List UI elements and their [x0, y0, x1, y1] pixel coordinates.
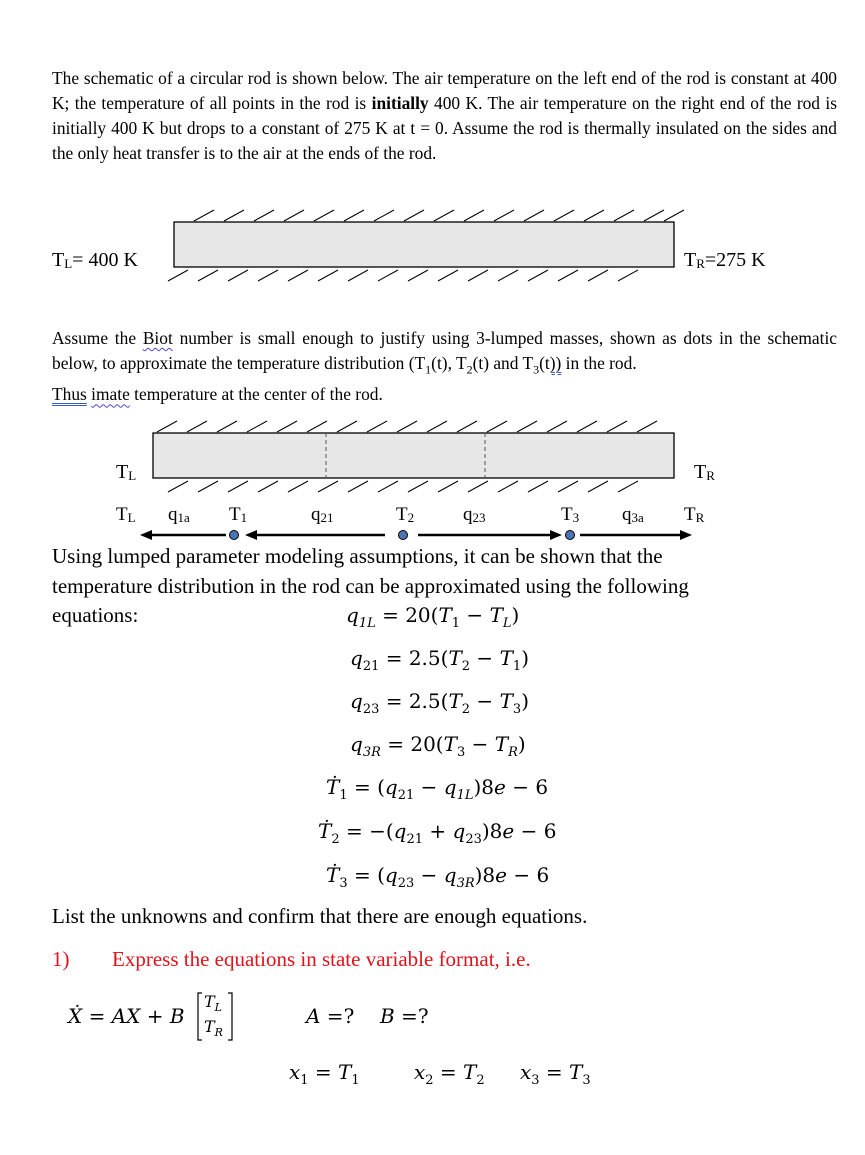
dot-t3 [566, 531, 575, 540]
question-1-text: Express the equations in state variable format, i.e. [112, 947, 531, 971]
rod-1-body [174, 222, 674, 267]
intro-bold: initially [371, 93, 429, 113]
var-x1: $x_1 = T_1$ [289, 1060, 360, 1088]
equation-t1dot: $Ṫ_1 = (q_{21} - q_{1L})8e - 6$ [326, 775, 549, 803]
arrow-q21-head [245, 530, 257, 540]
heat-flow-arrows [140, 530, 692, 540]
intro-text-1: The schematic of a circular rod is shown below. The air temperature on the left end of the rod is constant at 400 K; the temperature of all points in the rod is [52, 68, 837, 113]
rod-1-hatch-bottom [168, 270, 638, 281]
rod-1-hatch-top [194, 210, 684, 221]
dot-t2 [399, 531, 408, 540]
rod-2-body [153, 433, 674, 478]
state-tl: $T_L$ [204, 992, 222, 1015]
equation-q3r: $q_{3R} = 20(T_3 - T_R)$ [350, 732, 526, 760]
imate-word: imate [91, 384, 130, 405]
equation-t3dot: $Ṫ_3 = (q_{23} - q_{3R})8e - 6$ [326, 863, 550, 891]
row-label-q23: $q_{23}$ [463, 504, 486, 525]
rod-2 [140, 421, 692, 540]
arrow-q23-head [550, 530, 562, 540]
state-equation: Ẋ = AX + B [68, 1004, 185, 1028]
rod2-tr-label: $T_R$ [694, 461, 715, 483]
row-label-tr: $T_R$ [684, 504, 705, 525]
rod-2-hatch-top [157, 421, 657, 432]
var-x3: $x_3 = T_3$ [520, 1060, 591, 1088]
biot-paragraph: Assume the Biot number is small enough to justify using 3-lumped masses, shown as dots in the schematic below, to approximate the temperature distribution ($T_1(t)$, $T_2(t)$ and $T_3(t)$) in the rod. Thus imate temperature at the center of the rod. [52, 328, 837, 405]
right-temp-label: $T_R=275$ K [684, 249, 766, 271]
bracket-right [228, 993, 232, 1040]
row-label-t2: $T_2$ [396, 504, 415, 525]
rod-1 [168, 210, 684, 281]
equation-q21: $q_{21} = 2.5(T_2 - T_1)$ [350, 646, 529, 674]
equation-q1l: $q_{1L} = 20(T_1 - T_L)$ [346, 603, 520, 631]
equation-q23: $q_{23} = 2.5(T_2 - T_3)$ [350, 689, 529, 717]
a-question: A =? [306, 1004, 355, 1028]
b-question: B =? [380, 1004, 429, 1028]
state-tr: $T_R$ [204, 1017, 223, 1040]
lumped-paragraph: Using lumped parameter modeling assumptions, it can be shown that the temperature distribution in the rod can be approximated using the following equations: [52, 544, 689, 627]
intro-text-2: 400 K. The air temperature on the right end of the rod is initially 400 K but drops to a constant of 275 K at t = 0. Assume the rod is thermally insulated on the sides and the only heat transfer is to the air at the ends of the rod. [52, 93, 837, 163]
var-x2: $x_2 = T_2$ [414, 1060, 485, 1088]
list-unknowns-text: List the unknowns and confirm that there are enough equations. [52, 904, 588, 928]
bracket-left [198, 993, 202, 1040]
arrow-q1a-head [140, 530, 152, 540]
row-label-q21: $q_{21}$ [311, 504, 334, 525]
rod-2-hatch-bottom [168, 481, 638, 492]
row-label-q1a: $q_{1a}$ [168, 504, 190, 525]
biot-word: Biot [142, 328, 173, 348]
row-label-t3: $T_3$ [561, 504, 580, 525]
rod2-tl-label: $T_L$ [116, 461, 137, 483]
dot-t1 [230, 531, 239, 540]
row-label-q3a: $q_{3a}$ [622, 504, 644, 525]
question-1-number: 1) [52, 947, 70, 971]
arrow-q3a-head [680, 530, 692, 540]
left-temp-label: $T_L= 400$ K [52, 249, 138, 271]
thus-word: Thus [52, 384, 87, 405]
equation-t2dot: $Ṫ_2 = -(q_{21} + q_{23})8e - 6$ [318, 819, 557, 847]
row-label-t1: $T_1$ [229, 504, 248, 525]
row-label-tl: $T_L$ [116, 504, 136, 525]
